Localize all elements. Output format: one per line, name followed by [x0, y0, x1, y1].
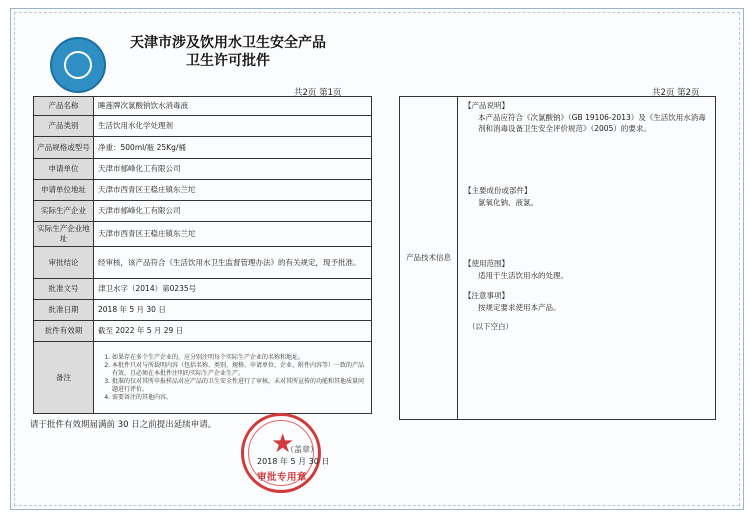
row-value: 2018 年 5 月 30 日	[94, 300, 372, 321]
row-label: 申请单位	[34, 159, 94, 180]
table-row	[34, 97, 372, 116]
seal-caption: 审批专用章	[257, 472, 308, 483]
table-row	[34, 247, 372, 279]
seal-star-icon: ★	[271, 429, 295, 459]
notes-cell	[94, 342, 372, 414]
section-heading: 【主要成份或部件】	[464, 186, 532, 195]
notes-list	[98, 354, 367, 402]
seal-bracket-text: （盖章）	[286, 445, 318, 454]
row-label: 批准日期	[34, 300, 94, 321]
row-label: 产品类别	[34, 116, 94, 137]
row-value: 净重：500ml/瓶 25Kg/桶	[94, 137, 372, 159]
title-line-1: 天津市涉及饮用水卫生安全产品	[130, 35, 326, 51]
section-body: 氯氧化钠、液氯。	[478, 198, 538, 207]
row-value: 截至 2022 年 5 月 29 日	[94, 321, 372, 342]
row-value: 天津市郁峰化工有限公司	[94, 159, 372, 180]
row-value: 天津市西青区王稳庄镇东兰坨	[94, 222, 372, 247]
section-heading: 【产品说明】	[464, 101, 509, 110]
note-item: 3. 批准的仅对其所申报样品对应产品的卫生安全性进行了审核，未对其所宣传的功能和其他质量问题进行评价。	[112, 378, 367, 394]
section-body: 按规定要求使用本产品。	[478, 303, 561, 312]
renewal-notice: 请于批件有效期届满前 30 日之前提出延续申请。	[30, 420, 217, 430]
row-value: 天津市西青区王稳庄镇东兰坨	[94, 180, 372, 201]
title-line-2: 卫生许可批件	[186, 53, 270, 69]
table-row	[34, 279, 372, 300]
page-number-right: 共2页 第2页	[652, 88, 700, 98]
table-row	[34, 222, 372, 247]
table-row	[34, 201, 372, 222]
seal-date: 2018 年 5 月 30 日	[257, 457, 330, 466]
row-label: 实际生产企业地址	[34, 222, 94, 247]
section-body: 本产品应符合《次氯酸钠》（GB 19106-2013）及《生活饮用水消毒剂和消毒设备卫生安全评价规范》（2005）的要求。	[478, 113, 706, 133]
technical-info-table	[399, 96, 716, 420]
row-label: 实际生产企业	[34, 201, 94, 222]
section-heading: 【使用范围】	[464, 258, 509, 268]
note-item: 1. 如果存在多个生产企业的，应分别注明每个实际生产企业的名称和地址。	[112, 354, 367, 362]
table-row	[34, 116, 372, 137]
row-value: 睡莲牌次氯酸钠饮水消毒液	[94, 97, 372, 116]
row-value: 天津市郁峰化工有限公司	[94, 201, 372, 222]
table-row	[34, 300, 372, 321]
section-body: 适用于生活饮用水的处理。	[478, 270, 568, 280]
tech-info-label: 产品技术信息	[400, 97, 458, 420]
tech-info-content	[458, 97, 716, 420]
row-label: 申请单位地址	[34, 180, 94, 201]
row-label: 产品规格或型号	[34, 137, 94, 159]
table-row	[34, 180, 372, 201]
row-label: 审批结论	[34, 247, 94, 279]
table-row	[34, 321, 372, 342]
section-heading: 【注意事项】	[464, 291, 509, 300]
row-value: 生活饮用水化学处理剂	[94, 116, 372, 137]
permit-table	[33, 96, 372, 414]
row-value: 津卫水字（2014）第0235号	[94, 279, 372, 300]
table-row	[400, 97, 716, 420]
row-label: 备注	[34, 342, 94, 414]
row-value: 经审核，该产品符合《生活饮用水卫生监督管理办法》的有关规定，现予批准。	[94, 247, 372, 279]
blank-below-note: （以下空白）	[468, 321, 513, 331]
table-row	[34, 137, 372, 159]
table-row	[34, 342, 372, 414]
row-label: 批件有效期	[34, 321, 94, 342]
page-number-left: 共2页 第1页	[294, 88, 342, 98]
row-label: 批准文号	[34, 279, 94, 300]
row-label: 产品名称	[34, 97, 94, 116]
note-item: 2. 本批件只对与所载明内容（包括名称、类别、规格、申请单位、企业、附件内容等）一致的产品有效，且必须在本批件注明的实际生产企业生产。	[112, 362, 367, 378]
health-commission-emblem-icon	[50, 37, 106, 93]
document-title	[108, 34, 348, 70]
note-item: 4. 需要备注的其他内容。	[112, 394, 367, 402]
table-row	[34, 159, 372, 180]
